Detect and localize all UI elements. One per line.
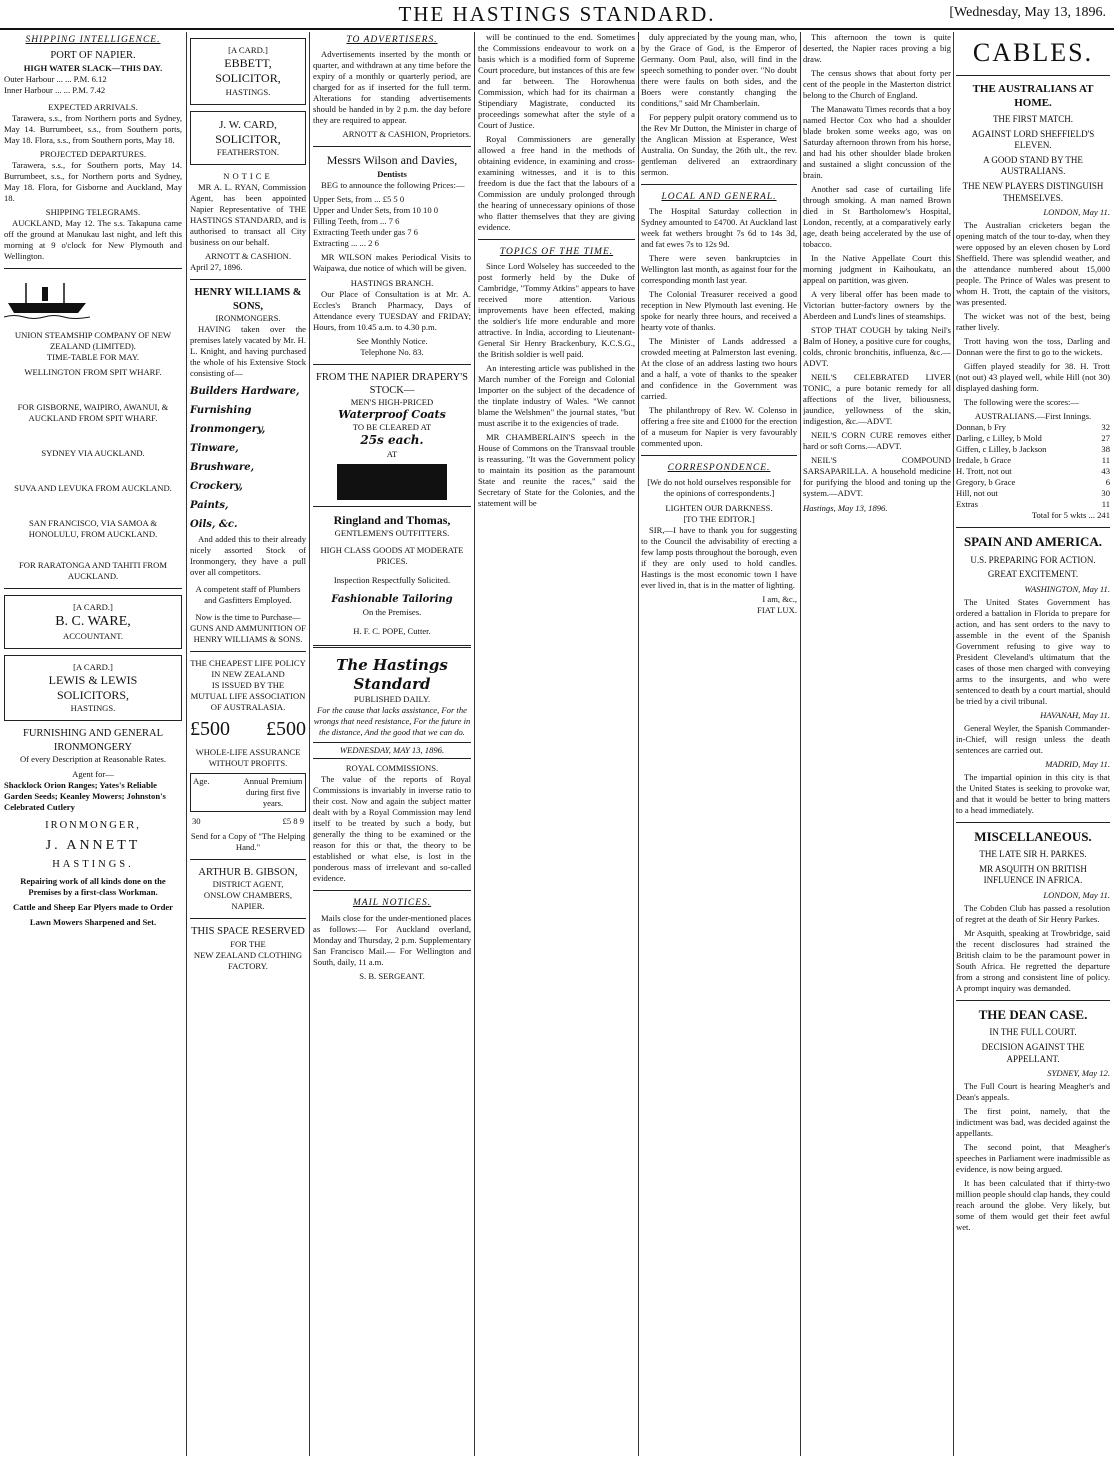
editorial-text: will be continued to the end. Sometimes the Commissions endeavour to work on a basis which is a modified form of Supreme Court procedure, but instances of this are few and far between. The Horowhenua Commission, which had for its chairman a Stipendiary Magistrate, conducted its proceedings somewhat after the style of a Court of Justice. [478, 32, 635, 130]
batsman: Giffen, c Lilley, b Jackson [956, 444, 1047, 455]
column-rule [638, 32, 639, 1456]
napier-cleared: TO BE CLEARED AT [352, 422, 432, 433]
life-send: Send for a Copy of "The Helping Hand." [190, 830, 306, 852]
ringland-heading: Ringland and Thomas, [333, 512, 451, 527]
hw-staff: A competent staff of Plumbers and Gasfitters Employed. [195, 584, 301, 606]
adv-text: Advertisements inserted by the month or quarter, and withdrawn at any time before the expiry of a monthly or quarterly period, are charged for as if inserted for the full term. Alterations for standing advertisements should be handed in by 2 p.m. the day before they are required to appear. [313, 49, 471, 126]
local-text: The Colonial Treasurer received a good reception in New Plymouth last evening. He spoke for nearly three hours, and received a hearty vote of thanks. [641, 289, 797, 333]
gibson-name: ARTHUR B. GIBSON, [198, 866, 298, 878]
advert-text: NEIL'S COMPOUND SARSAPARILLA. A household medicine for purifying the blood and toning up the system.—ADVT. [803, 455, 951, 498]
cable-subheading: A GOOD STAND BY THE AUSTRALIANS. [983, 154, 1083, 177]
steamship-icon [4, 281, 90, 321]
cable-heading: THE DEAN CASE. [978, 1006, 1088, 1022]
hw-text: HAVING taken over the premises lately vacated by Mr. H. L. Knight, and having purchased the whole of his Extensive Stock consisting of— [190, 324, 306, 379]
hw-now: Now is the time to Purchase— [195, 612, 301, 623]
card-place: FEATHERSTON. [216, 147, 280, 158]
editor-label: [TO THE EDITOR.] [683, 514, 755, 525]
cable-text: Mr Asquith, speaking at Trowbridge, said the recent disclosures had strained the British claim to be the paramount power in South Africa. He regretted the departure from a strong and consistent line of policy. A prompt inquiry was demanded. [956, 927, 1110, 993]
cable-subheading: THE NEW PLAYERS DISTINGUISH THEMSELVES. [962, 181, 1104, 203]
price-line: Extracting ... ... 2 6 [313, 237, 379, 248]
mail-sign: S. B. SERGEANT. [359, 970, 425, 981]
local-heading: LOCAL AND GENERAL. [661, 192, 777, 202]
life-amount: £500 [266, 718, 306, 741]
ware-title: ACCOUNTANT. [62, 630, 124, 641]
high-water-heading: HIGH WATER SLACK—THIS DAY. [23, 62, 163, 73]
cable-subheading: U.S. PREPARING FOR ACTION. [970, 554, 1096, 565]
local-text: The Minister of Lands addressed a crowded meeting at Palmerston last evening. At the close of an address lasting two hours and a half, a vote of thanks to the speaker and confidence in the Government was carried. [641, 336, 797, 402]
hw-item: Crockery, [190, 481, 243, 493]
life-table-row [190, 816, 306, 827]
score-row [956, 466, 1110, 477]
life-age-value: 30 [192, 815, 201, 826]
runs: 6 [1105, 477, 1110, 488]
column-shipping [4, 32, 182, 1456]
route-heading: FOR GISBORNE, WAIPIRO, AWANUI, & AUCKLAND FROM SPIT WHARF. [17, 401, 169, 423]
column-advertisers [313, 32, 471, 1456]
hw-item: Oils, &c. [190, 519, 238, 531]
ringland-tailor: Fashionable Tailoring [331, 594, 453, 606]
column-rule [186, 32, 187, 1456]
correspondence-heading: CORRESPONDENCE. [667, 463, 771, 474]
runs: 30 [1101, 488, 1110, 499]
column-advertisements [190, 32, 306, 1456]
reserved-factory: FACTORY. [228, 960, 268, 971]
column-cables [956, 32, 1110, 1456]
scores-intro: The following were the scores:— [964, 397, 1080, 408]
cable-text: General Weyler, the Spanish Commander-in-Chief, will resign unless the death sentences are carried out. [956, 722, 1110, 755]
column-news [803, 32, 951, 1456]
paper-motto: For the cause that lacks assistance, For the wrongs that need resistance, For the future in the distance, And the good that we can do. [313, 705, 471, 738]
cable-text: The impartial opinion in this city is that the United States is seeking to provoke war, and that it would be better to bring matters to a head immediately. [956, 771, 1110, 815]
hw-item: Paints, [190, 500, 229, 512]
card-title: SOLICITOR, [215, 131, 281, 146]
tide-inner: Inner Harbour ... ... P.M. 7.42 [4, 84, 106, 95]
letter-sign: I am, &c., [762, 594, 797, 605]
napier-coats: Waterproof Coats [338, 408, 446, 422]
mail-text: Mails close for the under-mentioned places as follows:— For Auckland overland, Monday and Thursday, 2 p.m. Supplementary San Francisco Mail.— For Wellington and South, daily, 11 a.m. [313, 912, 471, 967]
lewis-title: SOLICITORS, [56, 687, 130, 702]
lewis-card [4, 655, 182, 722]
cable-text: It has been calculated that if thirty-two million people should clap hands, they could reach around the globe. Very likely, but some of them would get their feet awful wet. [956, 1178, 1110, 1233]
life-assoc: MUTUAL LIFE ASSOCIATION OF AUSTRALASIA. [190, 691, 306, 713]
card-label: [A CARD.] [228, 45, 268, 55]
furnishing-sub: Of every Description at Reasonable Rates. [19, 754, 167, 765]
section-heading: SHIPPING INTELLIGENCE. [25, 35, 161, 45]
score-total: Total for 5 wkts ... 241 [1031, 510, 1110, 521]
ebbett-title: SOLICITOR, [215, 71, 281, 86]
cable-text: The first point, namely, that the indictment was bad, was decided against the appellants. [956, 1106, 1110, 1139]
cable-text: The second point, that Meagher's speeches in Parliament were inadmissible as evidence, is now being argued. [956, 1142, 1110, 1175]
notice-heading: NOTICE [223, 171, 273, 182]
score-row [956, 455, 1110, 466]
expected-heading: EXPECTED ARRIVALS. [48, 101, 138, 112]
ware-name: B. C. WARE, [55, 613, 131, 629]
napier-sub: MEN'S HIGH-PRICED [350, 397, 434, 408]
price-line: Extracting Teeth under gas 7 6 [313, 226, 418, 237]
news-text: duly appreciated by the young man, who, by the Grace of God, is the Emperor of Germany. Oom Paul, also, will find in the speech something to ponder over. "No doubt there were faults on both sides, and the Boers were constantly changing the conditions," said Mr Chamberlain. [641, 32, 797, 108]
advert-text: NEIL'S CORN CURE removes either hard or soft Corns.—ADVT. [803, 430, 951, 451]
hw-items [190, 382, 306, 534]
tinplate-text: An interesting article was published in the March number of the Foreign and Colonial Importer on the subject of the decadence of the tinplate industry of Wales. "We cannot blame the Welshmen" the journal states, "but must ascribe it to the exigencies of trade. [478, 363, 635, 429]
letter-signer: FIAT LUX. [757, 605, 797, 616]
hw-item: Furnishing Ironmongery, [190, 405, 266, 436]
hw-item: Tinware, [190, 443, 239, 455]
score-row [956, 499, 1110, 510]
batsman: H. Trott, not out [956, 466, 1012, 477]
cable-text: The Australian cricketers began the opening match of the tour to-day, when they were opposed by an eleven chosen by Lord Sheffield. There was splendid weather, and the attendance numbered about 15,000 people. The Prince of Wales was present to whom H. Trott, the captain of the visitors, was presented. [956, 220, 1110, 308]
correspondence-note: [We do not hold ourselves responsible for the opinions of correspondents.] [647, 477, 791, 499]
notice-date: April 27, 1896. [190, 262, 243, 273]
scores-heading: AUSTRALIANS.—First Innings. [974, 411, 1092, 422]
wilson-text: BEG to announce the following Prices:— [321, 179, 465, 190]
cable-text: The wicket was not of the best, being rather lively. [956, 311, 1110, 333]
cable-subheading: IN THE FULL COURT. [989, 1027, 1077, 1038]
card-name: J. W. CARD, [219, 118, 277, 131]
masthead [0, 0, 1114, 30]
batsman: Donnan, b Fry [956, 422, 1006, 433]
annett-name: J. ANNETT [45, 837, 141, 853]
news-text: In the Native Appellate Court this morning judgment in Kaihoukatu, an appeal on partition, was given. [803, 253, 951, 285]
ebbett-name: EBBETT, [224, 56, 272, 70]
column-rule [953, 32, 954, 1456]
ebbett-place: HASTINGS. [225, 86, 271, 97]
napier-heading: FROM THE NAPIER DRAPERY'S STOCK— [316, 371, 468, 396]
telegrams-heading: SHIPPING TELEGRAMS. [45, 206, 141, 217]
cable-subheading: THE FIRST MATCH. [992, 114, 1074, 125]
expected-text: Tarawera, s.s., from Northern ports and Sydney, May 14. Burrumbeet, s.s., from Southern ports, May 18. Flora, s.s., from Southern ports, May 18. [4, 112, 182, 145]
gibson-title: DISTRICT AGENT, [212, 879, 284, 890]
napier-at: AT [386, 448, 398, 459]
ringland-inspect: Inspection Respectfully Solicited. [333, 575, 451, 586]
news-text: Another sad case of curtailing life through smoking. A man named Brown died in St Bartholomew's Hospital, London, recently, at a comparatively early age, death being accelerated by the use of tobacco. [803, 184, 951, 249]
batsman: Hill, not out [956, 488, 998, 499]
batsman: Gregory, b Grace [956, 477, 1016, 488]
hw-sign: HENRY WILLIAMS & SONS. [193, 634, 303, 645]
life-place: IN NEW ZEALAND [211, 669, 285, 680]
news-text: For peppery pulpit oratory commend us to the Rev Mr Dutton, the Minister in charge of the Anglican Mission at Esperance, West Australia. On Sunday, the 26th ult., the rev. gentleman delivered an extraordinary sermon. [641, 112, 797, 177]
batsman: Extras [956, 499, 978, 510]
news-text: A very liberal offer has been made to Victorian butter-factory owners by the Aberdeen and Lund's lines of steamships. [803, 289, 951, 321]
agent-for: Agent for— [72, 769, 114, 780]
cables-heading: CABLES. [972, 38, 1094, 67]
runs: 27 [1101, 433, 1110, 444]
route-heading: WELLINGTON FROM SPIT WHARF. [24, 366, 162, 377]
wilson-heading: Messrs Wilson and Davies, [326, 153, 458, 168]
column-editorial [478, 32, 635, 1456]
life-age-header: Age. [193, 775, 210, 786]
runs: 11 [1101, 455, 1110, 466]
branch-heading: HASTINGS BRANCH. [350, 277, 434, 288]
cable-dateline: HAVANAH, May 11. [1040, 709, 1110, 720]
local-text: The Hospital Saturday collection in Sydney amounted to £4700. At Auckland last week fat wethers brought 7s 6d to 14s 3d, and fat ewes 7s to 12s 9d. [641, 206, 797, 250]
ringland-sub: GENTLEMEN'S OUTFITTERS. [334, 528, 450, 539]
life-premium-header: Annual Premium during first five years. [243, 775, 303, 808]
usc-heading: UNION STEAMSHIP COMPANY OF NEW ZEALAND (LIMITED). [14, 329, 172, 351]
reserved-for: FOR THE [230, 938, 266, 949]
darkness-heading: LIGHTEN OUR DARKNESS. [665, 503, 773, 514]
price-line: Upper and Under Sets, from 10 10 0 [313, 204, 439, 215]
tide-outer: Outer Harbour ... ... P.M. 6.12 [4, 73, 107, 84]
hw-title: IRONMONGERS. [215, 313, 281, 324]
cable-heading: MISCELLANEOUS. [974, 828, 1092, 844]
route-heading: FOR RARATONGA AND TAHITI FROM AUCKLAND. [19, 559, 167, 581]
cable-subheading: AGAINST LORD SHEFFIELD'S ELEVEN. [971, 128, 1095, 151]
mail-heading: MAIL NOTICES. [352, 898, 432, 909]
drapery-logo [337, 464, 447, 500]
cable-text: The Cobden Club has passed a resolution of regret at the death of Sir Henry Parkes. [956, 902, 1110, 924]
wilson-sub: Dentists [377, 168, 407, 179]
lewis-place: HASTINGS. [70, 703, 116, 714]
runs: 38 [1101, 444, 1110, 455]
column-rule [309, 32, 310, 1456]
route-heading: SYDNEY VIA AUCKLAND. [41, 447, 145, 458]
hw-item: Builders Hardware, [190, 386, 300, 398]
life-premium-value: £5 8 9 [282, 815, 304, 826]
cable-dateline: WASHINGTON, May 11. [1024, 583, 1110, 594]
route-heading: SAN FRANCISCO, VIA SAMOA & HONOLULU, FROM AUCKLAND. [28, 517, 158, 539]
route-heading: SUVA AND LEVUKA FROM AUCKLAND. [14, 482, 172, 493]
cable-text: The Full Court is hearing Meagher's and Dean's appeals. [956, 1081, 1110, 1103]
reserved-name: NEW ZEALAND CLOTHING [193, 949, 303, 960]
local-text: There were seven bankruptcies in Wellington last month, as against four for the corresponding month last year. [641, 253, 797, 286]
news-text: This afternoon the town is quite deserted, the Napier races proving a big draw. [803, 32, 951, 64]
ironmonger-heading: IRONMONGER, [45, 820, 141, 832]
section-heading: TO ADVERTISERS. [346, 35, 438, 45]
runs: 11 [1101, 499, 1110, 510]
hw-item: Brushware, [190, 462, 255, 474]
reserved-heading: THIS SPACE RESERVED [191, 926, 305, 938]
timetable-heading: TIME-TABLE FOR MAY. [46, 351, 140, 362]
score-row [956, 433, 1110, 444]
projected-heading: PROJECTED DEPARTURES. [39, 148, 147, 159]
life-table-header [190, 773, 306, 812]
cable-heading: SPAIN AND AMERICA. [963, 534, 1103, 550]
chamberlain-text: MR CHAMBERLAIN'S speech in the House of Commons on the Transvaal trouble is reassuring. "It was the Government policy to maintain its position as the paramount State and reunite the races," said the Secretary of State for the Colonies, and the statement will be [478, 432, 635, 509]
column-rule [800, 32, 801, 1456]
score-row [956, 477, 1110, 488]
dateline: Hastings, May 13, 1896. [803, 503, 888, 513]
cable-subheading: THE LATE SIR H. PARKES. [979, 849, 1087, 860]
cable-dateline: LONDON, May 11. [1043, 207, 1110, 218]
lewis-name: LEWIS & LEWIS [48, 672, 138, 687]
hw-after: And added this to their already nicely assorted Stock of Ironmongery, they have a pull over all competitors. [190, 534, 306, 578]
card-label: [A CARD.] [73, 661, 113, 672]
telegrams-text: AUCKLAND, May 12. The s.s. Takapuna came off the ground at Manukau last night, and left this morning at 9 o'clock for New Plymouth and Wellington. [4, 217, 182, 261]
cable-subheading: MR ASQUITH ON BRITISH INFLUENCE IN AFRICA. [979, 863, 1087, 886]
furnishing-heading: FURNISHING AND GENERAL IRONMONGERY [22, 728, 163, 753]
cable-dateline: LONDON, May 11. [1043, 889, 1110, 900]
branch-text: Our Place of Consultation is at Mr. A. Eccles's Branch Pharmacy, Days of Attendance every TUESDAY and FRIDAY; Hours, from 10.45 a.m. to 4.30 p.m. [313, 288, 471, 332]
hw-name: HENRY WILLIAMS & SONS, [194, 287, 302, 312]
paper-title: The Hastings Standard [336, 655, 448, 694]
royal-text: The value of the reports of Royal Commissions is invariably in inverse ratio to their cost. Now and again the subject matter dealt with by a Royal Commission may lend itself to be treated by such a body, but generally the thing to be examined or the reason for this or that, the theory to be established or what else, is lost in the ponderous mass of irrelevant and so-called evidence. [313, 774, 471, 884]
score-row [956, 488, 1110, 499]
life-sub: WHOLE-LIFE ASSURANCE WITHOUT PROFITS. [195, 746, 301, 768]
agent-list: Shacklock Orion Ranges; Yates's Reliable Garden Seeds; Keanley Mowers; Johnston's Celebrated Cutlery [4, 780, 166, 813]
ware-card [4, 595, 182, 649]
runs: 43 [1101, 466, 1110, 477]
annett-place: HASTINGS. [52, 859, 134, 871]
column-rule [474, 32, 475, 1456]
cattle-text: Cattle and Sheep Ear Plyers made to Order [13, 901, 173, 912]
local-text: The philanthropy of Rev. W. Colenso in offering a free site and £1000 for the erection of a museum for Napier is very favourably commented upon. [641, 405, 797, 449]
batsman: Iredale, b Grace [956, 455, 1012, 466]
life-issued: IS ISSUED BY THE [211, 680, 285, 691]
wilson-prices [313, 194, 471, 249]
ringland-goods: HIGH CLASS GOODS AT MODERATE PRICES. [320, 545, 464, 567]
wilson-note: MR WILSON makes Periodical Visits to Waipawa, due notice of which will be given. [313, 251, 471, 273]
issue-date: [Wednesday, May 13, 1896. [949, 5, 1106, 20]
news-text: The census shows that about forty per cent of the people in the Masterton district belong to the Church of England. [803, 68, 951, 100]
letter-text: SIR,—I have to thank you for suggesting to the Council the advisability of erecting a few lamp posts throughout the borough, even if they are only used to hold candles. Hastings is the most economic town I have ever lived in, that is in the matter of lighting. [641, 525, 797, 591]
repairing-text: Repairing work of all kinds done on the Premises by a first-class Workman. [20, 875, 166, 897]
runs: 32 [1101, 422, 1110, 433]
gibson-place: ONSLOW CHAMBERS, NAPIER. [203, 890, 293, 912]
newspaper-title: THE HASTINGS STANDARD. [398, 2, 716, 26]
cable-text: The United States Government has ordered a battalion in Florida to prepare for action, and has sent orders to the navy to assemble in the event of the Spanish Government refusing to give way to President Cleveland's ultimatum that the cases of those men charged with conveying arms to the insurgents, and who were sentenced to death by a court martial, should be tried by a civil tribunal. [956, 596, 1110, 706]
ebbett-card [190, 38, 306, 105]
price-line: Filling Teeth, from ... 7 6 [313, 215, 400, 226]
topics-heading: TOPICS OF THE TIME. [499, 247, 614, 257]
napier-price: 25s each. [360, 433, 424, 448]
projected-text: Tarawera, s.s., for Southern ports, May 14. Burrumbeet, s.s., for Northern ports and Sydney, May 18. Flora, for Gisborne and Auckland, May 18. [4, 159, 182, 203]
royal-heading: ROYAL COMMISSIONS. [345, 763, 439, 774]
news-text: The Manawatu Times records that a boy named Hector Cox who had a shoulder blade broken some weeks ago, was on Saturday afternoon thrown from his horse, and had his other shoulder blade broken and sustained a slight concussion of the brain. [803, 104, 951, 180]
cable-text: Trott having won the toss, Darling and Donnan were the first to go to the wickets. [956, 336, 1110, 358]
cable-subheading: GREAT EXCITEMENT. [987, 569, 1079, 580]
notice-text: MR A. L. RYAN, Commission Agent, has been appointed Napier Representative of THE HASTINGS STANDARD, and is authorised to transact all City business on our behalf. [190, 182, 306, 248]
score-row [956, 422, 1110, 433]
batsman: Darling, c Lilley, b Mold [956, 433, 1042, 444]
ringland-prem: On the Premises. [362, 606, 422, 617]
branch-tel: Telephone No. 83. [360, 346, 424, 357]
advert-text: NEIL'S CELEBRATED LIVER TONIC, a pure botanic remedy for all affections of the liver, biliousness, jaundice, yellowness of the skin, indigestion, &c.—ADVT. [803, 372, 951, 426]
card-card [190, 111, 306, 165]
price-line: Upper Sets, from ... £5 5 0 [313, 193, 405, 204]
cable-heading: THE AUSTRALIANS AT HOME. [972, 83, 1094, 110]
life-amounts [190, 717, 306, 743]
cable-dateline: SYDNEY, May 12. [1047, 1068, 1110, 1079]
paper-daily: PUBLISHED DAILY. [353, 694, 431, 705]
lawn-text: Lawn Mowers Sharpened and Set. [29, 916, 157, 927]
paper-date: WEDNESDAY, MAY 13, 1896. [313, 742, 471, 759]
cable-text: Giffen played steadily for 38. H. Trott (not out) 43 played well, while Hill (not 30) displayed dashing form. [956, 361, 1110, 394]
card-label: [A CARD.] [73, 601, 113, 612]
editorial-text: Royal Commissioners are generally allowed a free hand in the methods of obtaining evidence, in examining and cross-examining witnesses, and it is to this freedom is due the fact that the labours of a Commission are unduly prolonged through the hearing of unnecessary opinions of those who flatter themselves that they are giving evidence. [478, 134, 635, 232]
adv-sign: ARNOTT & CASHION, Proprietors. [342, 129, 471, 140]
score-table [956, 422, 1110, 510]
life-heading: THE CHEAPEST LIFE POLICY [190, 658, 306, 669]
notice-sign: ARNOTT & CASHION. [204, 251, 292, 262]
cable-subheading: DECISION AGAINST THE APPELLANT. [981, 1042, 1085, 1064]
life-amount: £500 [190, 718, 230, 741]
hw-guns: GUNS AND AMMUNITION OF [190, 623, 306, 634]
port-heading: PORT OF NAPIER. [50, 50, 136, 62]
ringland-cutter: H. F. C. POPE, Cutter. [353, 625, 431, 636]
column-local [641, 32, 797, 1456]
branch-see: See Monthly Notice. [356, 335, 428, 346]
cable-dateline: MADRID, May 11. [1045, 758, 1110, 769]
topics-text: Since Lord Wolseley has succeeded to the post formerly held by the Duke of Cambridge, "Tommy Atkins" appears to have received more attention. Various improvements have been effected, making the soldier's life more endurable and more attractive. In India, according to Lieutenant-General Sir Henry Brackenbury, K.C.S.G., the British soldier is well paid. [478, 261, 635, 360]
score-row [956, 444, 1110, 455]
advert-text: STOP THAT COUGH by taking Neil's Balm of Honey, a positive cure for coughs, colds, chronic bronchitis, influenza, &c.—ADVT. [803, 325, 951, 368]
